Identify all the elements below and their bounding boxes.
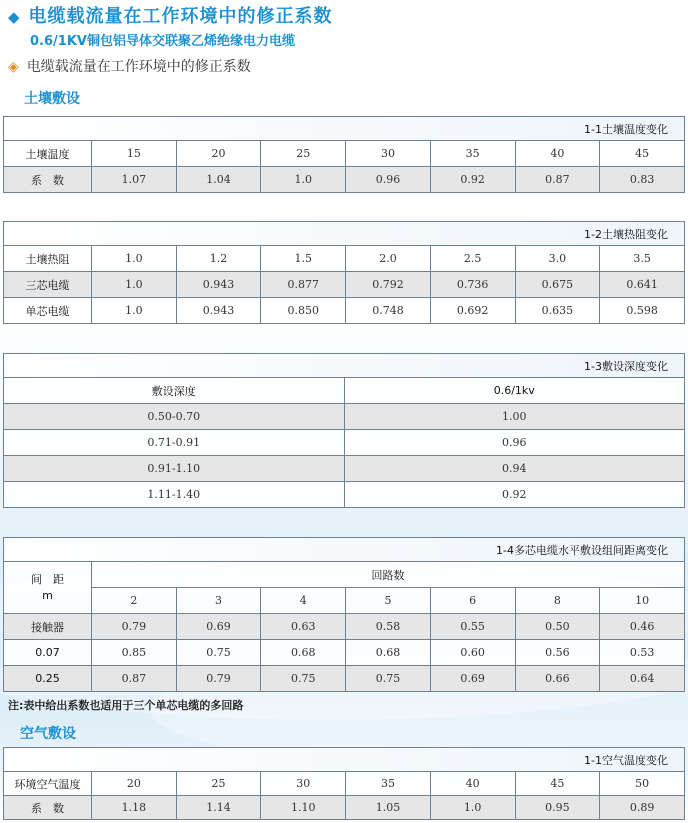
table-cell: 0.53 bbox=[600, 640, 685, 666]
table-row bbox=[4, 246, 685, 272]
table-cell: 3.0 bbox=[515, 246, 600, 272]
table-note: 注:表中给出系数也适用于三个单芯电缆的多回路 bbox=[8, 699, 244, 712]
table-cell: 0.943 bbox=[176, 272, 261, 298]
table-cell: 1.2 bbox=[176, 246, 261, 272]
section-title-soil: 土壤敷设 bbox=[24, 91, 80, 107]
column-header: 2 bbox=[92, 588, 177, 614]
table-row bbox=[4, 640, 685, 666]
table-cell: 0.69 bbox=[430, 666, 515, 692]
table-cell: 0.877 bbox=[261, 272, 346, 298]
page-title: ◆ 电缆载流量在工作环境中的修正系数 bbox=[8, 6, 333, 27]
table-cell: 0.75 bbox=[261, 666, 346, 692]
table-cell: 0.58 bbox=[346, 614, 431, 640]
table-cell: 1.5 bbox=[261, 246, 346, 272]
table-row bbox=[4, 482, 685, 508]
table-cell: 0.75 bbox=[176, 640, 261, 666]
table-header-row bbox=[4, 588, 685, 614]
table-cell: 0.55 bbox=[430, 614, 515, 640]
table-cell: 0.79 bbox=[176, 666, 261, 692]
table-row bbox=[4, 404, 685, 430]
table-cell: 20 bbox=[176, 141, 261, 167]
table-cell: 25 bbox=[176, 772, 261, 796]
row-label: 环境空气温度 bbox=[4, 772, 92, 796]
table-cell: 1.00 bbox=[344, 404, 685, 430]
column-header: 0.6/1kv bbox=[344, 378, 685, 404]
column-header: 5 bbox=[346, 588, 431, 614]
diamond-icon: ◆ bbox=[8, 8, 21, 26]
table-cell: 1.07 bbox=[92, 167, 177, 193]
table-cell: 0.69 bbox=[176, 614, 261, 640]
table-cell: 45 bbox=[515, 772, 600, 796]
table-cell: 0.641 bbox=[600, 272, 685, 298]
column-header: 6 bbox=[430, 588, 515, 614]
table-cell: 0.66 bbox=[515, 666, 600, 692]
corner-unit-label: m bbox=[42, 588, 53, 602]
table-cell: 0.92 bbox=[430, 167, 515, 193]
column-header: 8 bbox=[515, 588, 600, 614]
table-cell: 35 bbox=[346, 772, 431, 796]
table-row bbox=[4, 772, 685, 796]
table-cell: 1.05 bbox=[346, 796, 431, 820]
table-cell: 1.0 bbox=[261, 167, 346, 193]
table-cell: 0.56 bbox=[515, 640, 600, 666]
table-cell: 0.635 bbox=[515, 298, 600, 324]
column-header: 敷设深度 bbox=[4, 378, 345, 404]
corner-header bbox=[4, 562, 92, 614]
row-label: 系 数 bbox=[4, 167, 92, 193]
table-cell: 0.95 bbox=[515, 796, 600, 820]
table-horizontal-spacing bbox=[3, 537, 685, 692]
table-cell: 0.68 bbox=[346, 640, 431, 666]
table-cell: 0.96 bbox=[344, 430, 685, 456]
table-cell: 40 bbox=[515, 141, 600, 167]
table-row bbox=[4, 666, 685, 692]
table-cell: 1.0 bbox=[92, 246, 177, 272]
table-cell: 0.60 bbox=[430, 640, 515, 666]
table-cell: 0.71-0.91 bbox=[4, 430, 345, 456]
table-cell: 0.85 bbox=[92, 640, 177, 666]
table-cell: 1.10 bbox=[261, 796, 346, 820]
table-row bbox=[4, 272, 685, 298]
table-cell: 1.0 bbox=[92, 272, 177, 298]
table-cell: 0.50-0.70 bbox=[4, 404, 345, 430]
table-cell: 0.64 bbox=[600, 666, 685, 692]
table-cell: 20 bbox=[92, 772, 177, 796]
table-cell: 1.14 bbox=[176, 796, 261, 820]
row-label: 0.25 bbox=[4, 666, 92, 692]
column-header: 4 bbox=[261, 588, 346, 614]
table-cell: 45 bbox=[600, 141, 685, 167]
table-cell: 0.50 bbox=[515, 614, 600, 640]
table-cell: 0.736 bbox=[430, 272, 515, 298]
row-label: 土壤热阻 bbox=[4, 246, 92, 272]
table-cell: 0.748 bbox=[346, 298, 431, 324]
table-cell: 2.5 bbox=[430, 246, 515, 272]
table-row bbox=[4, 456, 685, 482]
table-caption: 1-1土壤温度变化 bbox=[4, 117, 685, 141]
table-cell: 0.79 bbox=[92, 614, 177, 640]
table-cell: 25 bbox=[261, 141, 346, 167]
table-cell: 1.18 bbox=[92, 796, 177, 820]
table-cell: 0.850 bbox=[261, 298, 346, 324]
table-cell: 0.94 bbox=[344, 456, 685, 482]
table-cell: 0.92 bbox=[344, 482, 685, 508]
table-row bbox=[4, 430, 685, 456]
table-cell: 0.91-1.10 bbox=[4, 456, 345, 482]
row-label: 单芯电缆 bbox=[4, 298, 92, 324]
table-cell: 50 bbox=[600, 772, 685, 796]
table-laying-depth bbox=[3, 353, 685, 508]
table-air-temperature bbox=[3, 747, 685, 820]
column-header: 3 bbox=[176, 588, 261, 614]
column-header: 10 bbox=[600, 588, 685, 614]
diamond-outline-icon: ◈ bbox=[8, 59, 19, 75]
table-cell: 1.0 bbox=[430, 796, 515, 820]
table-row bbox=[4, 167, 685, 193]
table-cell: 2.0 bbox=[346, 246, 431, 272]
table-cell: 0.83 bbox=[600, 167, 685, 193]
group-header: 回路数 bbox=[92, 562, 685, 588]
table-caption: 1-3敷设深度变化 bbox=[4, 354, 685, 378]
table-cell: 0.96 bbox=[346, 167, 431, 193]
page-subtitle: 0.6/1KV铜包铝导体交联聚乙烯绝缘电力电缆 bbox=[30, 34, 295, 49]
row-label: 系 数 bbox=[4, 796, 92, 820]
table-soil-temperature bbox=[3, 116, 685, 193]
table-row bbox=[4, 298, 685, 324]
table-cell: 3.5 bbox=[600, 246, 685, 272]
table-row bbox=[4, 614, 685, 640]
table-cell: 0.692 bbox=[430, 298, 515, 324]
table-cell: 0.943 bbox=[176, 298, 261, 324]
table-cell: 15 bbox=[92, 141, 177, 167]
table-cell: 30 bbox=[261, 772, 346, 796]
table-cell: 35 bbox=[430, 141, 515, 167]
row-label: 三芯电缆 bbox=[4, 272, 92, 298]
table-cell: 0.89 bbox=[600, 796, 685, 820]
table-cell: 1.0 bbox=[92, 298, 177, 324]
table-cell: 0.46 bbox=[600, 614, 685, 640]
section-title-air: 空气敷设 bbox=[20, 726, 76, 742]
table-soil-thermal-resistance bbox=[3, 221, 685, 324]
row-label: 土壤温度 bbox=[4, 141, 92, 167]
table-cell: 0.792 bbox=[346, 272, 431, 298]
table-cell: 0.87 bbox=[515, 167, 600, 193]
table-caption: 1-4多芯电缆水平敷设组间距离变化 bbox=[4, 538, 685, 562]
subheading: ◈ 电缆载流量在工作环境中的修正系数 bbox=[8, 59, 251, 75]
table-cell: 0.63 bbox=[261, 614, 346, 640]
table-cell: 30 bbox=[346, 141, 431, 167]
table-cell: 0.68 bbox=[261, 640, 346, 666]
table-caption: 1-1空气温度变化 bbox=[4, 748, 685, 772]
row-label: 0.07 bbox=[4, 640, 92, 666]
table-row bbox=[4, 141, 685, 167]
table-header-row bbox=[4, 378, 685, 404]
corner-top-label: 间 距 bbox=[31, 572, 64, 586]
row-label: 接触器 bbox=[4, 614, 92, 640]
table-cell: 0.598 bbox=[600, 298, 685, 324]
table-cell: 1.11-1.40 bbox=[4, 482, 345, 508]
table-cell: 0.675 bbox=[515, 272, 600, 298]
table-caption: 1-2土壤热阻变化 bbox=[4, 222, 685, 246]
table-cell: 0.87 bbox=[92, 666, 177, 692]
table-cell: 0.75 bbox=[346, 666, 431, 692]
table-cell: 1.04 bbox=[176, 167, 261, 193]
table-row bbox=[4, 796, 685, 820]
table-cell: 40 bbox=[430, 772, 515, 796]
